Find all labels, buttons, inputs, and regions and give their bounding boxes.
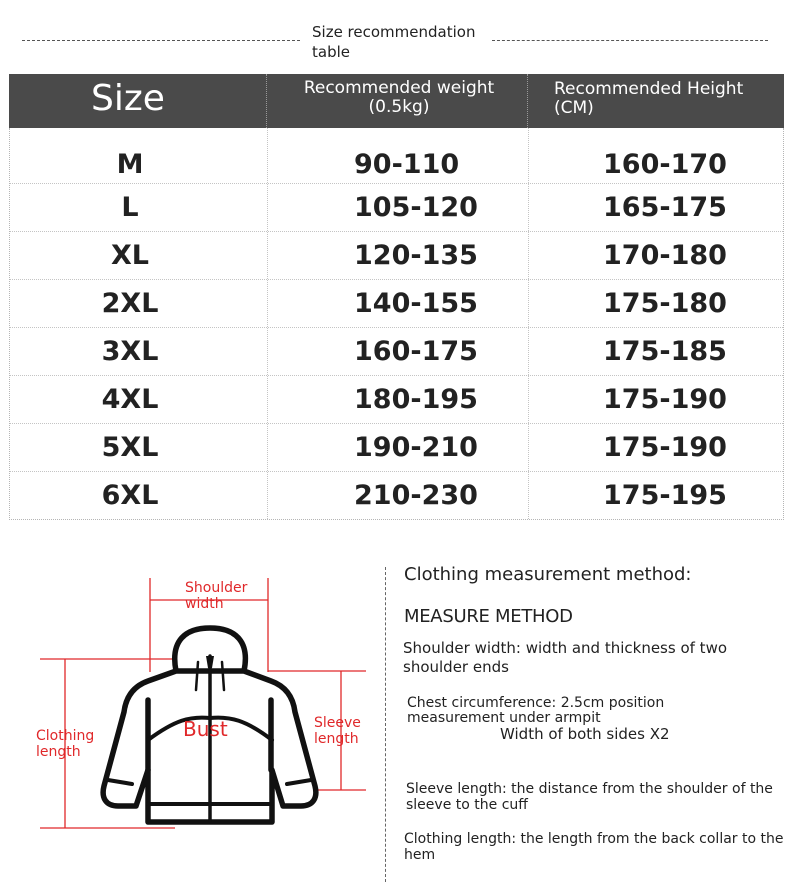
table-row <box>10 327 783 375</box>
cell-height: 160-170 <box>528 128 785 183</box>
chest-width-text: Width of both sides X2 <box>500 725 670 743</box>
cell-height: 175-190 <box>528 376 785 423</box>
header-size: Size <box>91 78 165 119</box>
title-divider-left <box>22 40 300 41</box>
cell-size: L <box>121 192 139 223</box>
table-body <box>9 128 784 520</box>
header-weight: Recommended weight (0.5kg) <box>266 74 528 128</box>
table-row <box>10 375 783 423</box>
method-heading: Clothing measurement method: <box>404 564 692 585</box>
size-table <box>9 74 784 520</box>
cell-height: 175-185 <box>528 328 785 375</box>
table-row <box>10 183 783 231</box>
cell-size: 3XL <box>101 336 159 367</box>
cell-height: 165-175 <box>528 184 785 231</box>
table-header <box>9 74 784 128</box>
table-row <box>10 231 783 279</box>
table-row <box>10 279 783 327</box>
page-title: Size recommendation table <box>312 23 476 61</box>
sleeve-length-label: Sleeve length <box>314 715 361 747</box>
clothing-length-text: Clothing length: the length from the back collar to the hem <box>404 831 784 863</box>
cell-size: 6XL <box>101 480 159 511</box>
cell-height: 175-195 <box>528 472 785 519</box>
cell-size: 4XL <box>101 384 159 415</box>
shoulder-width-label: Shoulder width <box>185 580 248 612</box>
cell-weight: 180-195 <box>267 376 551 423</box>
cell-weight: 140-155 <box>267 280 551 327</box>
chest-circumference-text: Chest circumference: 2.5cm position measurement under armpit <box>407 695 665 726</box>
shoulder-width-text: Shoulder width: width and thickness of two shoulder ends <box>403 639 728 676</box>
cell-weight: 120-135 <box>267 232 551 279</box>
cell-size: 2XL <box>101 288 159 319</box>
table-row <box>10 471 783 519</box>
cell-height: 175-190 <box>528 424 785 471</box>
title-divider-right <box>492 40 768 41</box>
header-height: Recommended Height (CM) <box>527 74 785 128</box>
cell-weight: 90-110 <box>267 128 551 183</box>
clothing-length-label: Clothing length <box>36 728 95 760</box>
cell-weight: 105-120 <box>267 184 551 231</box>
bust-label: Bust <box>183 717 228 741</box>
cell-size: 5XL <box>101 432 159 463</box>
table-row <box>10 128 783 183</box>
method-subheading: MEASURE METHOD <box>404 606 573 627</box>
cell-height: 175-180 <box>528 280 785 327</box>
table-row <box>10 423 783 471</box>
sleeve-length-text: Sleeve length: the distance from the shoulder of the sleeve to the cuff <box>406 781 773 813</box>
cell-size: XL <box>110 240 150 271</box>
cell-weight: 210-230 <box>267 472 551 519</box>
cell-weight: 160-175 <box>267 328 551 375</box>
cell-size: M <box>116 149 144 180</box>
cell-height: 170-180 <box>528 232 785 279</box>
section-divider <box>385 567 386 882</box>
cell-weight: 190-210 <box>267 424 551 471</box>
